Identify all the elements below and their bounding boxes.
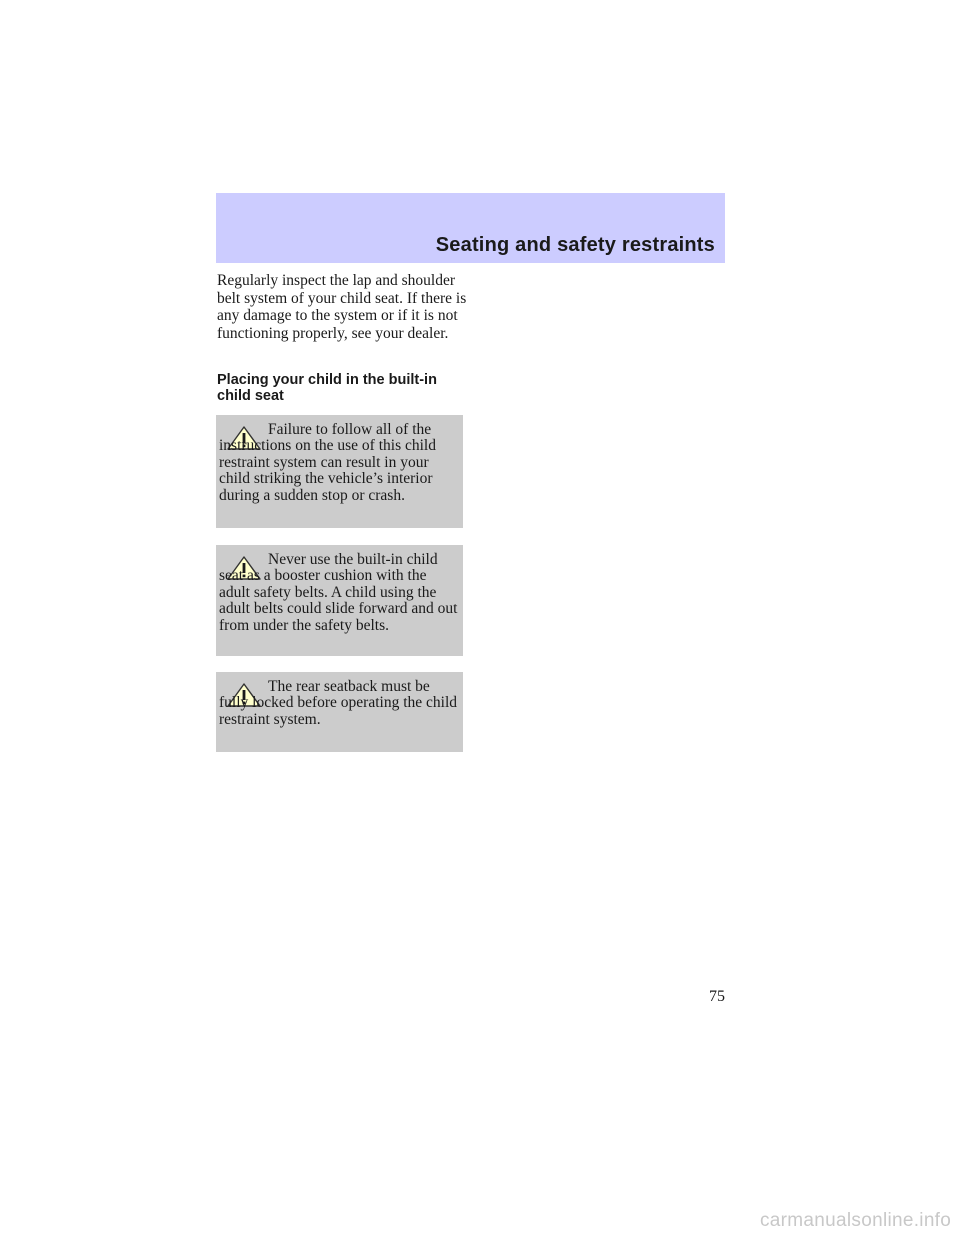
section-title: Seating and safety restraints: [435, 234, 715, 256]
watermark: carmanualsonline.info: [760, 1210, 952, 1231]
page-number: 75: [709, 988, 725, 1005]
section-header-band: [216, 193, 725, 263]
warning-text: Failure to follow all of the instructions on the use of this child restraint system can result in your child striking the vehicle’s interior during a sudden stop or crash.: [219, 421, 436, 504]
section-heading: Placing your child in the built-in child seat: [217, 372, 437, 404]
warning-box: [216, 415, 463, 528]
warning-text: Never use the built-in child seat as a booster cushion with the adult safety belts. A child using the adult belts could slide forward and out from under the safety belts.: [219, 551, 458, 634]
warning-text: The rear seatback must be fully locked before operating the child restraint system.: [219, 678, 458, 728]
warning-box: [216, 672, 463, 752]
intro-paragraph: Regularly inspect the lap and shoulder belt system of your child seat. If there is any damage to the system or if it is not functioning properly, see your dealer.: [217, 272, 467, 342]
warning-box: [216, 545, 463, 656]
